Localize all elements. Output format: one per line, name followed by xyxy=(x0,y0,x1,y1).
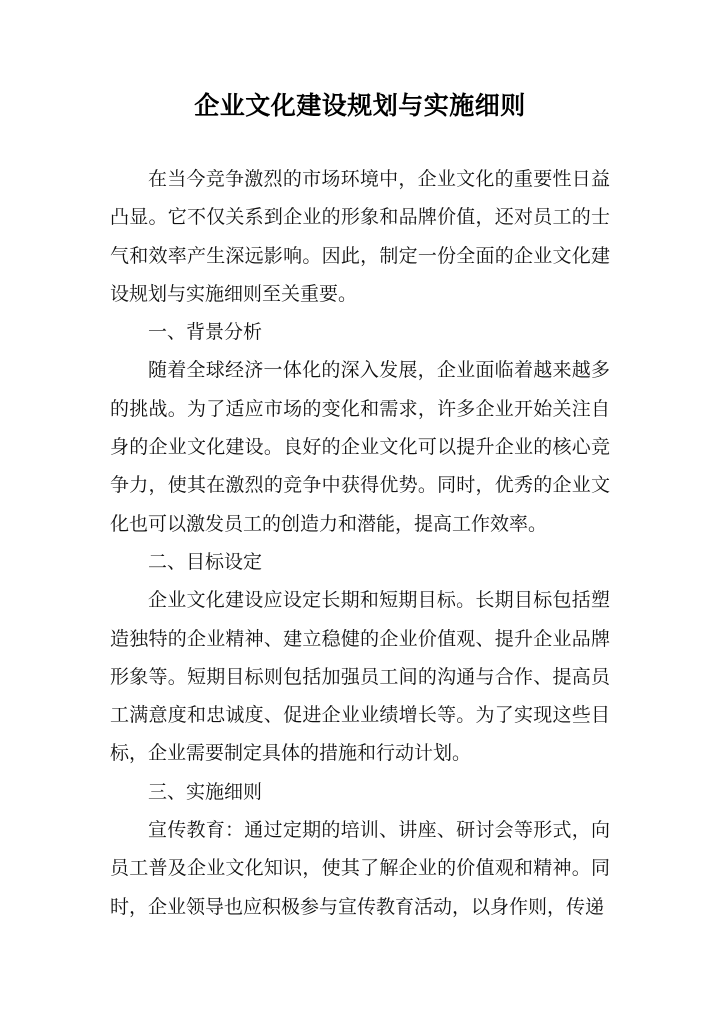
section-paragraph-implementation: 宣传教育：通过定期的培训、讲座、研讨会等形式，向员工普及企业文化知识，使其了解企业的价值观和精神。同时，企业领导也应积极参与宣传教育活动，以身作则，传递 xyxy=(110,819,610,918)
section-paragraph-goals: 企业文化建设应设定长期和短期目标。长期目标包括塑造独特的企业精神、建立稳健的企业价值观、提升企业品牌形象等。短期目标则包括加强员工间的沟通与合作、提高员工满意度和忠诚度、促进企业业绩增长等。为了实现这些目标，企业需要制定具体的措施和行动计划。 xyxy=(110,589,610,765)
section-heading-goals: 二、目标设定 xyxy=(148,550,263,573)
document-body xyxy=(110,160,610,926)
intro-paragraph: 在当今竞争激烈的市场环境中，企业文化的重要性日益凸显。它不仅关系到企业的形象和品牌价值，还对员工的士气和效率产生深远影响。因此，制定一份全面的企业文化建设规划与实施细则至关重要。 xyxy=(110,168,610,305)
document-title: 企业文化建设规划与实施细则 xyxy=(194,91,526,120)
section-heading-implementation: 三、实施细则 xyxy=(148,780,263,803)
section-heading-background: 一、背景分析 xyxy=(148,321,263,344)
section-paragraph-background: 随着全球经济一体化的深入发展，企业面临着越来越多的挑战。为了适应市场的变化和需求，许多企业开始关注自身的企业文化建设。良好的企业文化可以提升企业的核心竞争力，使其在激烈的竞争中获得优势。同时，优秀的企业文化也可以激发员工的创造力和潜能，提高工作效率。 xyxy=(110,359,610,535)
